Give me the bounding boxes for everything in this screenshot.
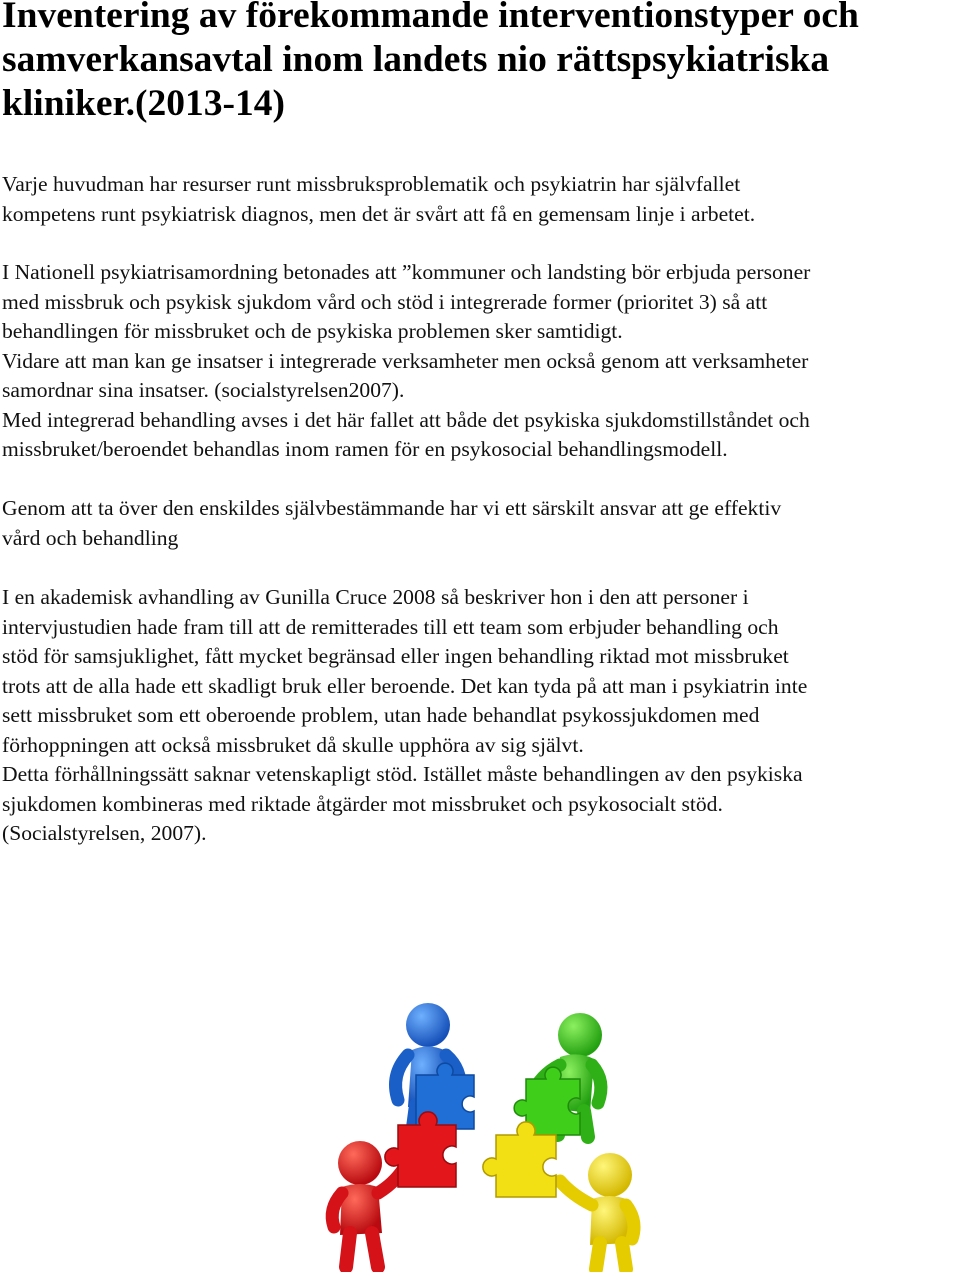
paragraph-dissertation — [2, 583, 960, 849]
yellow-figure — [483, 1122, 634, 1269]
text-line: Med integrerad behandling avses i det här fallet att både det psykiska sjukdomstillståndet och — [2, 407, 810, 432]
text-line: med missbruk och psykisk sjukdom vård och stöd i integrerade former (prioritet 3) så att — [2, 289, 768, 314]
title-line: samverkansavtal inom landets nio rättspsykiatriska — [2, 39, 830, 80]
puzzle-people-illustration — [320, 995, 648, 1272]
text-line: Vidare att man kan ge insatser i integrerade verksamheter men också genom att verksamheter — [2, 348, 809, 373]
text-line: Genom att ta över den enskildes självbestämmande har vi ett särskilt ansvar att ge effektiv — [2, 496, 782, 520]
text-line: kompetens runt psykiatrisk diagnos, men det är svårt att få en gemensam linje i arbetet. — [2, 201, 756, 226]
text-line: behandlingen för missbruket och de psykiska problemen sker samtidigt. — [2, 319, 623, 343]
text-line: intervjustudien hade fram till att de remitterades till ett team som erbjuder behandling och — [2, 614, 779, 639]
title-line: kliniker.(2013-14) — [2, 83, 286, 124]
red-figure — [332, 1112, 456, 1267]
text-line: sjukdomen kombineras med riktade åtgärder mot missbruket och psykosocialt stöd. — [2, 791, 723, 816]
text-line: vård och behandling — [2, 525, 179, 550]
document-title — [2, 0, 952, 126]
text-line: Detta förhållningssätt saknar vetenskapligt stöd. Istället måste behandlingen av den psykiska — [2, 762, 803, 786]
text-line: I Nationell psykiatrisamordning betonades att ”kommuner och landsting bör erbjuda personer — [2, 260, 811, 284]
green-figure — [514, 1013, 602, 1137]
text-line: sett missbruket som ett oberoende problem, utan hade behandlat psykossjukdomen med — [2, 703, 760, 727]
text-line: samordnar sina insatser. (socialstyrelsen2007). — [2, 378, 405, 402]
title-line: Inventering av förekommande interventionstyper och — [2, 0, 859, 36]
paragraph-national-coordination — [2, 258, 960, 465]
paragraph-responsibility — [2, 494, 960, 553]
text-line: missbruket/beroendet behandlas inom ramen för en psykosocial behandlingsmodell. — [2, 437, 728, 461]
text-line: (Socialstyrelsen, 2007). — [2, 821, 207, 845]
text-line: Varje huvudman har resurser runt missbruksproblematik och psykiatrin har självfallet — [2, 172, 741, 196]
text-line: förhoppningen att också missbruket då skulle upphöra av sig självt. — [2, 732, 584, 757]
text-line: stöd för samsjuklighet, fått mycket begränsad eller ingen behandling riktad mot missbruket — [2, 644, 789, 668]
paragraph-intro — [2, 170, 960, 229]
text-line: I en akademisk avhandling av Gunilla Cruce 2008 så beskriver hon i den att personer i — [2, 585, 749, 609]
text-line: trots att de alla hade ett skadligt bruk eller beroende. Det kan tyda på att man i psykiatrin inte — [2, 673, 808, 698]
